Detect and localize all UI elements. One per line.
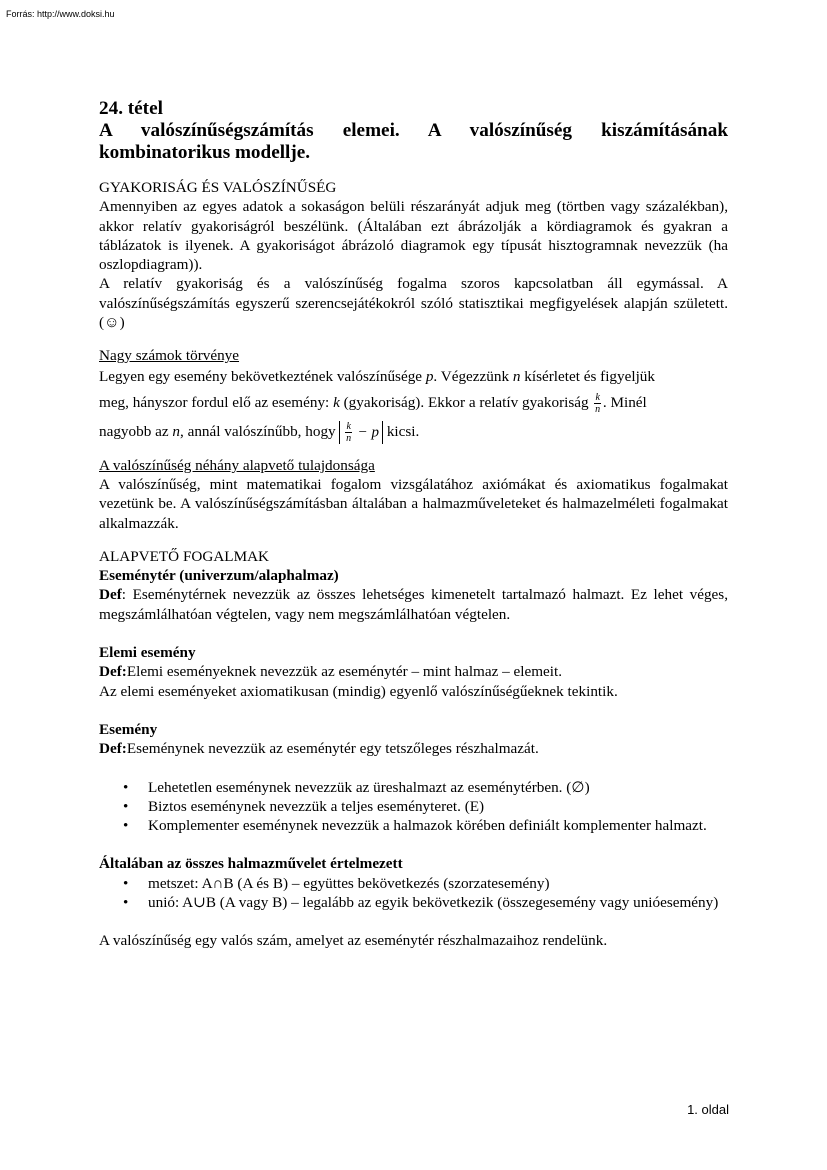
event-types-list <box>99 778 728 836</box>
fraction-numerator: k <box>595 391 600 403</box>
paragraph: A relatív gyakoriság és a valószínűség fogalma szoros kapcsolatban áll egymással. A valószínűségszámítás egyszerű szerencsejátékokról szóló statisztikai megfigyelések alapján született. (☺) <box>99 275 728 332</box>
paragraph-line <box>99 388 728 417</box>
def-label: Def: <box>99 740 127 758</box>
section-properties <box>99 456 728 533</box>
section-basic-concepts <box>99 547 728 951</box>
title-line: A valószínűségszámítás elemei. A valószínűség kiszámításának <box>99 120 728 141</box>
def-text: : Eseménytérnek nevezzük az összes lehetséges kimenetelt tartalmazó halmazt. Ez lehet véges, megszámlálhatóan végtelen, vagy nem megszámlálhatóan végtelen. <box>99 586 728 623</box>
fraction <box>594 392 600 415</box>
source-label: Forrás: http://www.doksi.hu <box>6 9 115 19</box>
math-var: k <box>333 393 340 411</box>
math-var: p <box>425 367 434 385</box>
term-title: Esemény <box>99 720 158 738</box>
section-heading: Nagy számok törvénye <box>99 347 240 365</box>
paragraph-line <box>99 417 728 446</box>
text: . Végezzünk <box>433 367 513 385</box>
definition <box>99 585 728 624</box>
text: , annál valószínűbb, hogy <box>179 422 340 440</box>
text: nagyobb az <box>99 422 173 440</box>
list-item: • Biztos eseménynek nevezzük a teljes eseményteret. (E) <box>99 797 728 816</box>
title-line-end: kombinatorikus modellje. <box>99 142 311 163</box>
list-item: • Lehetetlen eseménynek nevezzük az üreshalmazt az eseménytérben. (∅) <box>99 778 728 797</box>
math-var: n <box>172 422 180 440</box>
list-item: • unió: A∪B (A vagy B) – legalább az egyik bekövetkezik (összegesemény vagy unióesemény) <box>99 893 728 912</box>
text: . Minél <box>602 393 647 411</box>
def-label: Def: <box>99 663 127 681</box>
text: (gyakoriság). Ekkor a relatív gyakoriság <box>339 393 593 411</box>
fraction-denominator: n <box>595 403 601 415</box>
section-heading: A valószínűség néhány alapvető tulajdonsága <box>99 456 375 474</box>
text: Legyen egy esemény bekövetkeztének valószínűsége <box>99 367 426 385</box>
absolute-value <box>339 421 383 444</box>
list-item: • metszet: A∩B (A és B) – együttes bekövetkezés (szorzatesemény) <box>99 874 728 893</box>
fraction-denominator: n <box>346 432 352 444</box>
def-text: Elemi eseményeknek nevezzük az eseménytér – mint halmaz – elemeit. <box>126 663 563 681</box>
def-text: Eseménynek nevezzük az eseménytér egy tetszőleges részhalmazát. <box>126 740 539 758</box>
set-operations-list <box>99 874 728 913</box>
math-expression: − p <box>353 424 380 441</box>
math-var: n <box>512 367 521 385</box>
section-heading: GYAKORISÁG ÉS VALÓSZÍNŰSÉG <box>99 179 337 196</box>
definition <box>99 662 728 681</box>
page-number: 1. oldal <box>687 1102 729 1117</box>
paragraph: Az elemi eseményeket axiomatikusan (mindig) egyenlő valószínűségűeknek tekintik. <box>99 682 618 700</box>
section-law-of-large-numbers <box>99 346 728 445</box>
term-title: Elemi esemény <box>99 644 196 662</box>
fraction <box>345 421 351 444</box>
text: kísérletet és figyeljük <box>520 367 655 385</box>
list-item: • Komplementer eseménynek nevezzük a halmazok körében definiált komplementer halmazt. <box>99 816 728 835</box>
text: kicsi. <box>383 422 420 440</box>
title-number: 24. tétel <box>99 98 163 119</box>
text: meg, hányszor fordul elő az esemény: <box>99 393 334 411</box>
paragraph: A valószínűség egy valós szám, amelyet az eseménytér részhalmazaihoz rendelünk. <box>99 932 608 950</box>
document-page <box>99 98 728 951</box>
paragraph: A valószínűség, mint matematikai fogalom vizsgálatához axiómákat és axiomatikus fogalmakat vezetünk be. A valószínűségszámításban általában a halmazműveleteket és halmazelméleti fogalmakat alkalmazzák. <box>99 475 728 532</box>
def-label: Def <box>99 586 122 604</box>
section-heading: ALAPVETŐ FOGALMAK <box>99 547 270 565</box>
paragraph: Amennyiben az egyes adatok a sokaságon belüli részarányát adjuk meg (törtben vagy százalékban), akkor relatív gyakoriságról beszélünk. (Általában ezt ábrázolják a kördiagramok és gyakran a táblázatok is ilyenek. A gyakoriságot ábrázoló diagramok egy típusát hisztogramnak nevezzük (ha oszlopdiagram)). <box>99 198 728 274</box>
term-title: Általában az összes halmazművelet értelmezett <box>99 855 403 873</box>
paragraph-line <box>99 366 728 388</box>
definition <box>99 739 728 758</box>
term-title: Eseménytér (univerzum/alaphalmaz) <box>99 567 339 585</box>
section-frequency <box>99 178 728 332</box>
fraction-numerator: k <box>346 420 351 432</box>
